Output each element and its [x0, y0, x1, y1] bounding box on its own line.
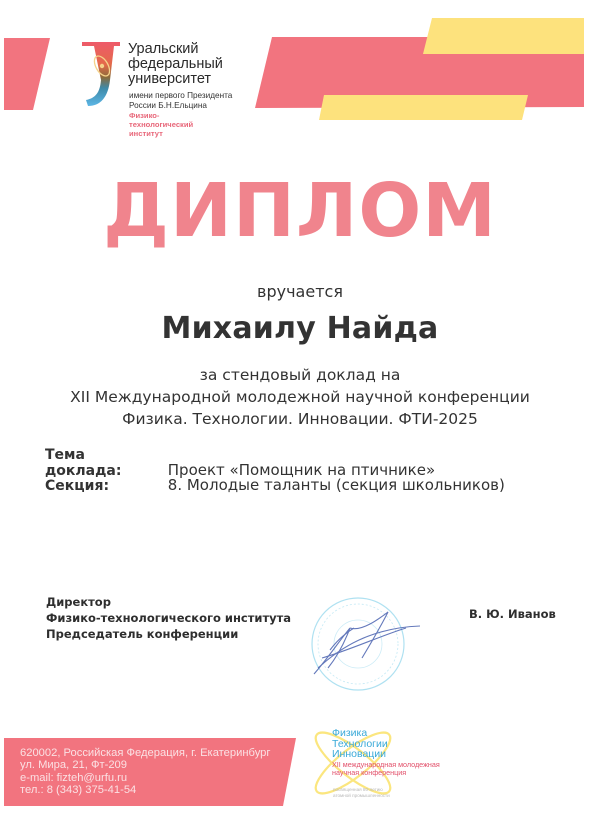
signer-title — [46, 594, 291, 642]
reason-line: XII Международной молодежной научной конференции — [70, 388, 530, 406]
signer-title-line: Директор — [46, 595, 111, 609]
round-stamp-icon — [310, 588, 440, 698]
university-name-line: федеральный — [128, 56, 223, 72]
conference-title-line: Инновации — [332, 748, 387, 760]
institute-name-line: институт — [129, 128, 163, 138]
university-name — [128, 42, 223, 87]
conference-subtitle-line: научная конференция — [332, 768, 407, 778]
institute-name-line: технологический — [129, 119, 194, 129]
conference-note-line: атомной промышленности — [333, 793, 390, 798]
address-line: ул. Мира, 21, Фт-209 — [20, 759, 128, 772]
university-subtitle-line: имени первого Президента — [129, 91, 233, 100]
phone-line: тел.: 8 (343) 375-41-54 — [20, 783, 137, 796]
conference-title-line: Технологии — [332, 737, 388, 750]
institute-name — [129, 112, 193, 138]
university-name-line: Уральский — [128, 41, 199, 57]
reason-line: за стендовый доклад на — [199, 366, 401, 384]
conference-logo-subtitle — [332, 761, 440, 778]
left-pink-stripe — [4, 38, 50, 110]
topic-value: Проект «Помощник на птичнике» — [167, 461, 436, 479]
middle-yellow-stripe — [319, 95, 528, 120]
section-value: 8. Молодые таланты (секция школьников) — [167, 476, 505, 494]
signer-title-line: Председатель конференции — [46, 627, 239, 641]
diploma-title: ДИПЛОМ — [103, 168, 497, 254]
top-yellow-stripe — [423, 18, 584, 54]
conference-subtitle-line: XII международная молодежная — [332, 760, 440, 769]
university-name-line: университет — [128, 71, 212, 87]
signer-title-line: Физико-технологического института — [46, 611, 292, 625]
detail-row-topic — [45, 447, 435, 479]
signer-name: В. Ю. Иванов — [469, 607, 556, 621]
award-reason — [0, 364, 600, 430]
reason-line: Физика. Технологии. Инновации. ФТИ-2025 — [122, 410, 478, 428]
awarded-text: вручается — [257, 282, 343, 301]
university-subtitle-line: России Б.Н.Ельцина — [129, 100, 207, 110]
email-line: e-mail: fizteh@urfu.ru — [20, 771, 128, 784]
address-line: 620002, Российская Федерация, г. Екатеринбург — [20, 747, 271, 759]
recipient-name: Михаилу Найда — [161, 311, 439, 346]
university-subtitle — [129, 91, 232, 110]
detail-row-section — [45, 476, 505, 494]
conference-note-line: посвященная 80-летию — [333, 787, 383, 792]
university-logo-icon — [80, 40, 122, 108]
section-label: Секция: — [45, 478, 110, 494]
topic-label: Тема доклада: — [45, 447, 122, 479]
conference-title-line: Физика — [332, 727, 368, 739]
conference-logo-note — [333, 787, 390, 799]
institute-name-line: Физико- — [129, 111, 160, 120]
conference-logo-title — [332, 728, 388, 760]
footer-address — [20, 747, 270, 796]
